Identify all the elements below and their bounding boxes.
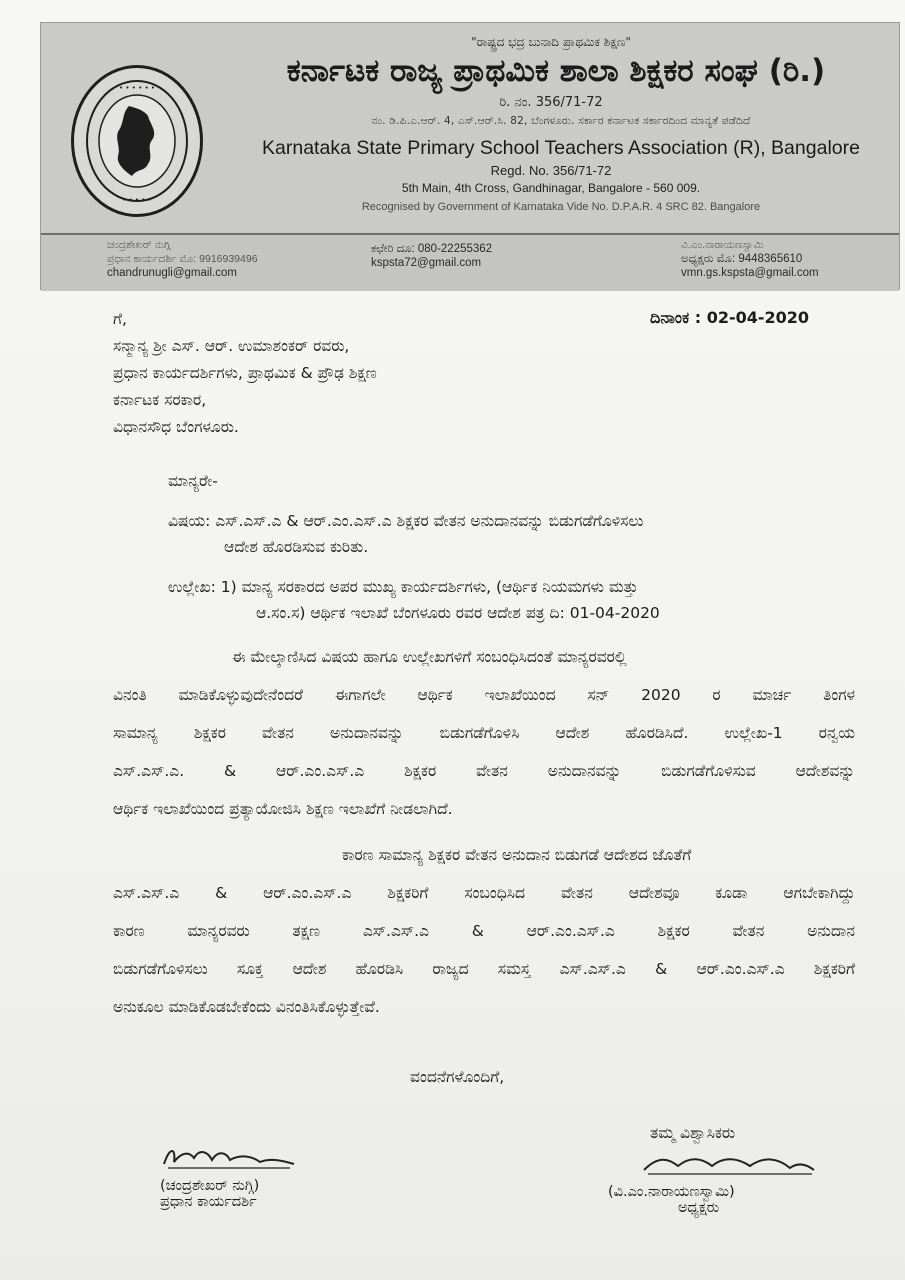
recipient-line: ಗೆ, xyxy=(113,310,127,328)
paragraph-1-line: ಎಸ್.ಎಸ್.ಎ. & ಆರ್.ಎಂ.ಎಸ್.ಎ ಶಿಕ್ಷಕರ ವೇತನ ಅನುದಾನವನ್ನು ಬಿಡುಗಡೆಗೊಳಿಸುವ ಆದೇಶವನ್ನು xyxy=(113,762,855,780)
subject-line: ವಿಷಯ: ಎಸ್.ಎಸ್.ಎ & ಆರ್.ಎಂ.ಎಸ್.ಎ ಶಿಕ್ಷಕರ ವೇತನ ಅನುದಾನವನ್ನು ಬಿಡುಗಡೆಗೊಳಿಸಲು xyxy=(168,512,644,530)
signature-president-image xyxy=(638,1150,818,1180)
letterhead-motto: "ರಾಷ್ಟ್ರದ ಭದ್ರ ಬುನಾದಿ ಪ್ರಾಥಮಿಕ ಶಿಕ್ಷಣ" xyxy=(471,35,631,49)
contact-president-phone: ಅಧ್ಯಕ್ಷರು ಮೊ: 9448365610 xyxy=(681,253,803,265)
signature-block-president xyxy=(608,1150,838,1216)
address-english: 5th Main, 4th Cross, Gandhinagar, Bangalore - 560 009. xyxy=(401,181,701,195)
contact-president-name: ವಿ.ಎಂ.ನಾರಾಯಣಸ್ವಾಮಿ xyxy=(681,239,764,251)
paragraph-2-line: ಅನುಕೂಲ ಮಾಡಿಕೊಡಬೇಕೆಂದು ವಿನಂತಿಸಿಕೊಳ್ಳುತ್ತೇವೆ. xyxy=(113,998,380,1016)
signatory-name-president: (ವಿ.ಎಂ.ನಾರಾಯಣಸ್ವಾಮಿ) xyxy=(608,1184,735,1200)
recipient-line: ಸನ್ಮಾನ್ಯ ಶ್ರೀ ಎಸ್. ಆರ್. ಉಮಾಶಂಕರ್ ರವರು, xyxy=(113,337,350,355)
contact-secretary-name: ಚಂದ್ರಶೇಖರ್ ನುಗ್ಗಿ xyxy=(107,239,171,251)
reference-line: ಆ.ಸಂ.ಸ) ಆರ್ಥಿಕ ಇಲಾಖೆ ಬೆಂಗಳೂರು ರವರ ಆದೇಶ ಪತ್ರ ದಿ: 01-04-2020 xyxy=(256,604,660,622)
closing-intro: ತಮ್ಮ ವಿಶ್ವಾಸಿಕರು xyxy=(650,1124,736,1142)
contact-office xyxy=(371,242,492,270)
signature-secretary-image xyxy=(160,1140,300,1174)
registration-number-kannada: ರಿ. ನಂ. 356/71-72 xyxy=(499,95,603,110)
contact-president-email: vmn.gs.kspsta@gmail.com xyxy=(681,267,819,279)
svg-text:• • • • • •: • • • • • • xyxy=(119,84,155,92)
contact-office-email: kspsta72@gmail.com xyxy=(371,257,482,269)
letter-date: ದಿನಾಂಕ : 02-04-2020 xyxy=(650,308,810,327)
paragraph-2-line: ಬಿಡುಗಡೆಗೊಳಿಸಲು ಸೂಕ್ತ ಆದೇಶ ಹೊರಡಿಸಿ ರಾಜ್ಯದ ಸಮಸ್ತ ಎಸ್.ಎಸ್.ಎ & ಆರ್.ಎಂ.ಎಸ್.ಎ ಶಿಕ್ಷಕರಿಗೆ xyxy=(113,960,855,978)
contact-office-phone: ಕಛೇರಿ ದೂ: 080-22255362 xyxy=(371,243,493,255)
recipient-line: ಪ್ರಧಾನ ಕಾರ್ಯದರ್ಶಿಗಳು, ಪ್ರಾಥಮಿಕ & ಪ್ರೌಢ ಶಿಕ್ಷಣ xyxy=(113,364,377,382)
registration-number-english: Regd. No. 356/71-72 xyxy=(490,163,612,178)
paragraph-2-line: ಕಾರಣ ಮಾನ್ಯರವರು ತಕ್ಷಣ ಎಸ್.ಎಸ್.ಎ & ಆರ್.ಎಂ.ಎಸ್.ಎ ಶಿಕ್ಷಕರ ವೇತನ ಅನುದಾನ xyxy=(113,922,855,940)
subject-line: ಆದೇಶ ಹೊರಡಿಸುವ ಕುರಿತು. xyxy=(224,538,369,556)
salutation: ಮಾನ್ಯರೇ- xyxy=(168,472,218,490)
org-name-kannada: ಕರ್ನಾಟಕ ರಾಜ್ಯ ಪ್ರಾಥಮಿಕ ಶಾಲಾ ಶಿಕ್ಷಕರ ಸಂಘ (ರಿ.) xyxy=(286,53,826,89)
signatory-title-president: ಅಧ್ಯಕ್ಷರು xyxy=(678,1200,720,1216)
signatory-name-secretary: (ಚಂದ್ರಶೇಖರ್ ನುಗ್ಗಿ) xyxy=(160,1178,260,1194)
paragraph-2-line: ಎಸ್.ಎಸ್.ಎ & ಆರ್.ಎಂ.ಎಸ್.ಎ ಶಿಕ್ಷಕರಿಗೆ ಸಂಬಂಧಿಸಿದ ವೇತನ ಆದೇಶವೂ ಕೂಡಾ ಆಗಬೇಕಾಗಿದ್ದು xyxy=(113,884,855,902)
recognition-note: Recognised by Government of Karnataka Vide No. D.P.A.R. 4 SRC 82. Bangalore xyxy=(361,201,761,213)
address-kannada: ನಂ. ಡಿ.ಪಿ.ಎ.ಆರ್. 4, ಎಸ್.ಆರ್.ಸಿ. 82, ಬೆಂಗಳೂರು. ಸರ್ಕಾರ ಕರ್ನಾಟಕ ಸರ್ಕಾರದಿಂದ ಮಾನ್ಯತೆ ಪಡೆದಿದೆ xyxy=(371,115,751,127)
paragraph-1-line: ಈ ಮೇಲ್ಕಾಣಿಸಿದ ವಿಷಯ ಹಾಗೂ ಉಲ್ಲೇಖಗಳಿಗೆ ಸಂಬಂಧಿಸಿದಂತೆ ಮಾನ್ಯರವರಲ್ಲಿ xyxy=(232,648,627,666)
contact-secretary-email: chandrunugli@gmail.com xyxy=(107,267,237,279)
letterhead xyxy=(40,22,900,290)
closing-line: ವಂದನೆಗಳೊಂದಿಗೆ, xyxy=(410,1068,505,1086)
recipient-line: ವಿಧಾನಸೌಧ ಬೆಂಗಳೂರು. xyxy=(113,418,239,436)
paragraph-1-line: ಸಾಮಾನ್ಯ ಶಿಕ್ಷಕರ ವೇತನ ಅನುದಾನವನ್ನು ಬಿಡುಗಡೆಗೊಳಿಸಿ ಆದೇಶ ಹೊರಡಿಸಿದೆ. ಉಲ್ಲೇಖ-1 ರನ್ವಯ xyxy=(113,724,855,742)
contact-secretary-phone: ಪ್ರಧಾನ ಕಾರ್ಯದರ್ಶಿ ಮೊ: 9916939496 xyxy=(107,253,258,265)
paragraph-1-line: ವಿನಂತಿ ಮಾಡಿಕೊಳ್ಳುವುದೇನೆಂದರೆ ಈಗಾಗಲೇ ಆರ್ಥಿಕ ಇಲಾಖೆಯಿಂದ ಸನ್ 2020 ರ ಮಾರ್ಚ ತಿಂಗಳ xyxy=(113,686,855,704)
recipient-line: ಕರ್ನಾಟಕ ಸರಕಾರ, xyxy=(113,391,207,409)
svg-text:• • • • •: • • • • • xyxy=(122,196,152,204)
paragraph-1-line: ಆರ್ಥಿಕ ಇಲಾಖೆಯಿಂದ ಪ್ರತ್ಯಾಯೋಜಿಸಿ ಶಿಕ್ಷಣ ಇಲಾಖೆಗೆ ನೀಡಲಾಗಿದೆ. xyxy=(113,800,453,818)
contact-secretary xyxy=(107,238,258,280)
contact-president xyxy=(681,238,819,280)
org-name-english: Karnataka State Primary School Teachers Association (R), Bangalore xyxy=(262,137,860,159)
paragraph-2-line: ಕಾರಣ ಸಾಮಾನ್ಯ ಶಿಕ್ಷಕರ ವೇತನ ಅನುದಾನ ಬಿಡುಗಡೆ ಆದೇಶದ ಜೊತೆಗೆ xyxy=(342,846,692,864)
signature-block-secretary xyxy=(160,1140,350,1210)
signatory-title-secretary: ಪ್ರಧಾನ ಕಾರ್ಯದರ್ಶಿ xyxy=(160,1194,257,1210)
reference-line: ಉಲ್ಲೇಖ: 1) ಮಾನ್ಯ ಸರಕಾರದ ಅಪರ ಮುಖ್ಯ ಕಾರ್ಯದರ್ಶಿಗಳು, (ಆರ್ಥಿಕ ನಿಯಮಗಳು ಮತ್ತು xyxy=(168,578,639,596)
association-seal-logo xyxy=(71,65,203,217)
